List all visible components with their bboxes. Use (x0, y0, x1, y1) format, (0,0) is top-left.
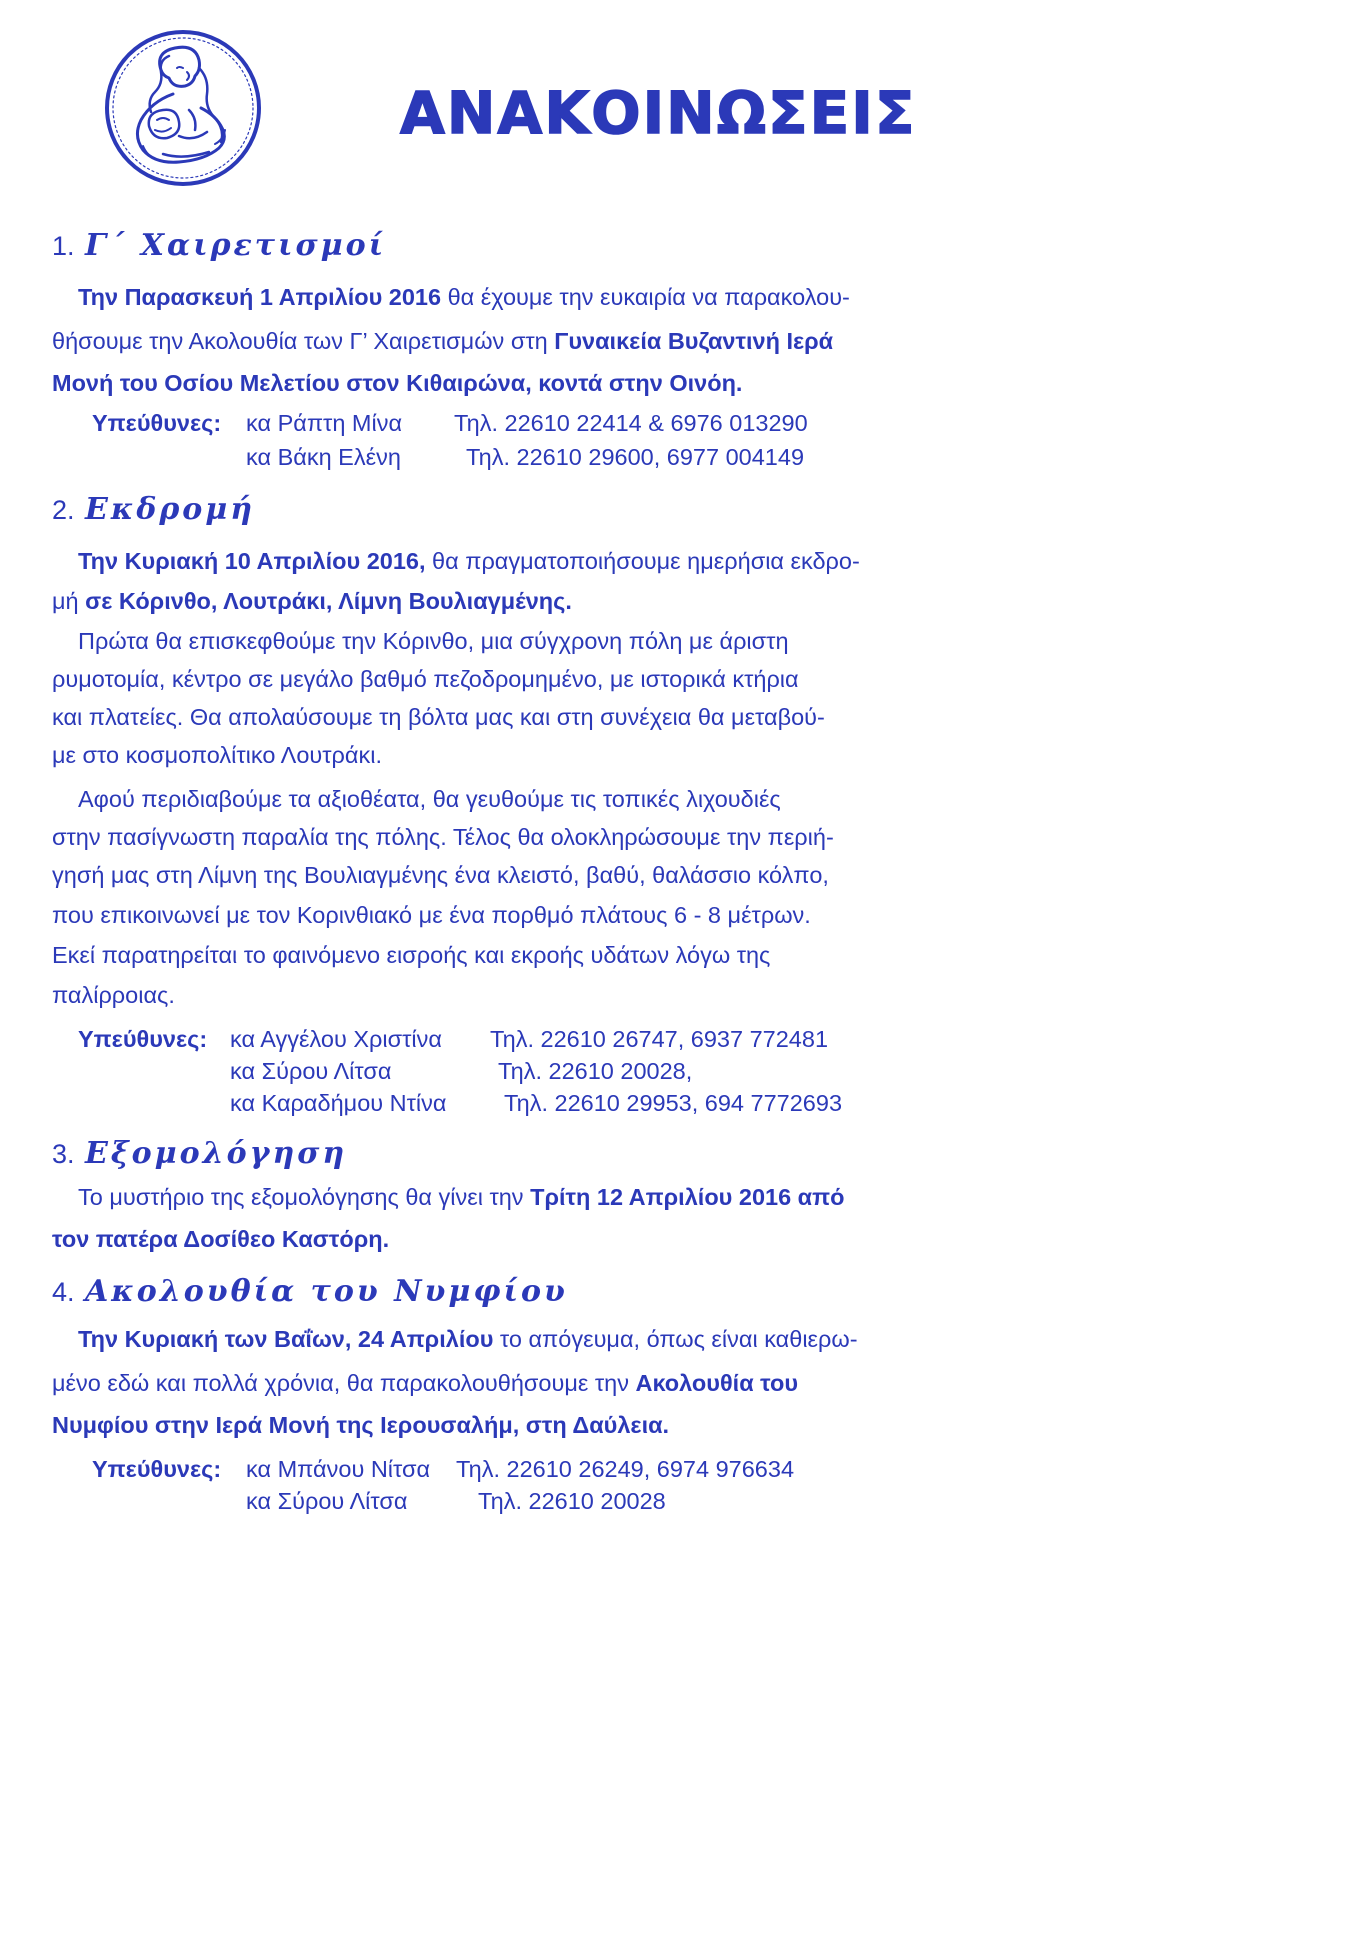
contact-phone: Τηλ. 22610 20028 (478, 1488, 666, 1514)
contact-phone: Τηλ. 22610 26249, 6974 976634 (456, 1456, 795, 1482)
text-line: Την Κυριακή 10 Απριλίου 2016, θα πραγματοποιήσουμε ημερήσια εκδρο- (78, 548, 860, 574)
contact-name: κα Σύρου Λίτσα (230, 1058, 392, 1084)
contact-name: κα Ράπτη Μίνα (246, 410, 403, 436)
section-4-heading (52, 1274, 568, 1309)
text-line: Το μυστήριο της εξομολόγησης θα γίνει την Τρίτη 12 Απριλίου 2016 από (78, 1184, 845, 1210)
text-line: Πρώτα θα επισκεφθούμε την Κόρινθο, μια σύγχρονη πόλη με άριστη (78, 628, 789, 654)
text-line: θήσουμε την Ακολουθία των Γ’ Χαιρετισμών στη Γυναικεία Βυζαντινή Ιερά (52, 328, 834, 354)
text-line: στην πασίγνωστη παραλία της πόλης. Τέλος θα ολοκληρώσουμε την περιή- (52, 824, 834, 850)
contact-name: κα Σύρου Λίτσα (246, 1488, 408, 1514)
text-line: Νυμφίου στην Ιερά Μονή της Ιερουσαλήμ, στη Δαύλεια. (52, 1412, 670, 1438)
contact-name: κα Καραδήμου Ντίνα (230, 1090, 447, 1116)
section-number: 2. (52, 495, 75, 525)
contact-phone: Τηλ. 22610 26747, 6937 772481 (490, 1026, 829, 1052)
section-number: 4. (52, 1277, 75, 1307)
text-line: Μονή του Οσίου Μελετίου στον Κιθαιρώνα, κοντά στην Οινόη. (52, 370, 743, 396)
section-title: Εκδρομή (84, 492, 256, 527)
contacts-label: Υπεύθυνες: (92, 1456, 222, 1482)
text-line: μή σε Κόρινθο, Λουτράκι, Λίμνη Βουλιαγμένης. (52, 588, 572, 614)
text-line: παλίρροιας. (52, 982, 175, 1008)
section-title: Εξομολόγηση (84, 1136, 348, 1171)
text-line: με στο κοσμοπολίτικο Λουτράκι. (52, 742, 383, 768)
section-3-heading (52, 1136, 347, 1171)
text-line: που επικοινωνεί με τον Κορινθιακό με ένα πορθμό πλάτους 6 - 8 μέτρων. (52, 902, 811, 928)
text-line: Την Κυριακή των Βαΐων, 24 Απριλίου το απόγευμα, όπως είναι καθιερω- (78, 1326, 858, 1352)
text-line: ρυμοτομία, κέντρο σε μεγάλο βαθμό πεζοδρομημένο, με ιστορικά κτήρια (52, 666, 799, 692)
text-line: Αφού περιδιαβούμε τα αξιοθέατα, θα γευθούμε τις τοπικές λιχουδιές (78, 786, 781, 812)
contacts-label: Υπεύθυνες: (78, 1026, 208, 1052)
section-1-heading (52, 228, 386, 263)
contact-name: κα Αγγέλου Χριστίνα (230, 1026, 442, 1052)
section-number: 3. (52, 1139, 75, 1169)
contact-name: κα Μπάνου Νίτσα (246, 1456, 431, 1482)
contact-name: κα Βάκη Ελένη (246, 444, 401, 470)
section-2-heading (52, 492, 255, 527)
text-line: Την Παρασκευή 1 Απριλίου 2016 θα έχουμε την ευκαιρία να παρακολου- (78, 284, 850, 310)
section-title: Ακολουθία του Νυμφίου (84, 1274, 568, 1309)
text-line: και πλατείες. Θα απολαύσουμε τη βόλτα μας και στη συνέχεια θα μεταβού- (52, 704, 825, 730)
section-number: 1. (52, 231, 75, 261)
section-title: Γ΄ Χαιρετισμοί (84, 228, 387, 263)
contact-phone: Τηλ. 22610 29600, 6977 004149 (466, 444, 805, 470)
text-line: τον πατέρα Δοσίθεο Καστόρη. (52, 1226, 390, 1252)
mother-and-child-logo-icon (103, 28, 263, 188)
text-line: μένο εδώ και πολλά χρόνια, θα παρακολουθήσουμε την Ακολουθία του (52, 1370, 799, 1396)
contact-phone: Τηλ. 22610 22414 & 6976 013290 (454, 410, 808, 436)
contact-phone: Τηλ. 22610 20028, (498, 1058, 693, 1084)
contacts-label: Υπεύθυνες: (92, 410, 222, 436)
text-line: Εκεί παρατηρείται το φαινόμενο εισροής και εκροής υδάτων λόγω της (52, 942, 771, 968)
text-line: γησή μας στη Λίμνη της Βουλιαγμένης ένα κλειστό, βαθύ, θαλάσσιο κόλπο, (52, 862, 829, 888)
document-title: ΑΝΑΚΟΙΝΩΣΕΙΣ (400, 79, 917, 147)
contact-phone: Τηλ. 22610 29953, 694 7772693 (504, 1090, 843, 1116)
